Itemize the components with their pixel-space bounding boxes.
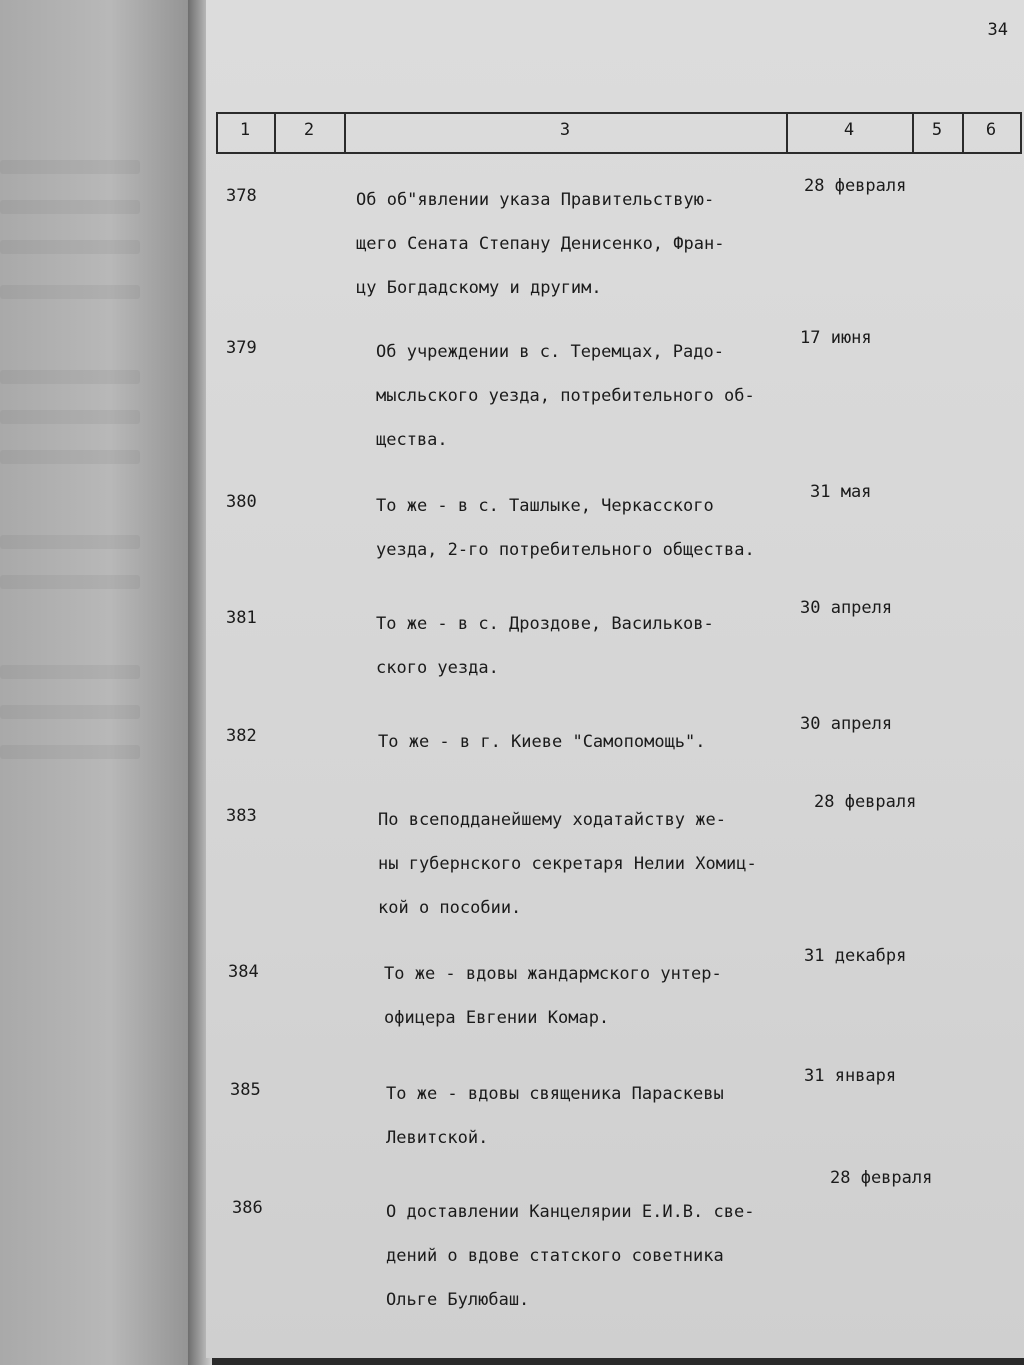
bleed-through-text [0,370,140,384]
entry-date: 31 мая [810,482,872,502]
entry-date: 28 февраля [804,176,907,196]
entry-line: мысльского уезда, потребительного об- [376,386,755,406]
entry-date: 28 февраля [814,792,917,812]
bleed-through-text [0,575,140,589]
header-col-6: 6 [985,120,997,140]
entry-description [376,330,755,462]
header-col-1: 1 [239,120,251,140]
entry-line: ны губернского секретаря Нелии Хомиц- [378,854,757,874]
entry-line: цу Богдадскому и другим. [356,278,602,298]
entry-number: 382 [226,726,257,746]
entry-number: 380 [226,492,257,512]
entry-date: 28 февраля [830,1168,933,1188]
column-divider [1020,112,1022,154]
header-col-4: 4 [843,120,855,140]
header-col-2: 2 [303,120,315,140]
entry-number: 381 [226,608,257,628]
entry-date: 31 января [804,1066,897,1086]
header-bottom-rule [216,152,1022,154]
entry-line: офицера Евгении Комар. [384,1008,610,1028]
bleed-through-text [0,200,140,214]
entry-line: То же - вдовы священика Параскевы [386,1084,724,1104]
entry-line: щего Сената Степану Денисенко, Фран- [356,234,725,254]
bleed-through-text [0,745,140,759]
header-col-5: 5 [931,120,943,140]
entry-line: ского уезда. [376,658,499,678]
bleed-through-text [0,240,140,254]
entry-description [376,484,755,572]
bleed-through-text [0,410,140,424]
entry-line: То же - в с. Ташлыке, Черкасского [376,496,714,516]
bleed-through-text [0,535,140,549]
entry-date: 17 июня [800,328,872,348]
entry-line: Левитской. [386,1128,489,1148]
entry-number: 378 [226,186,257,206]
entry-line: Об учреждении в с. Теремцах, Радо- [376,342,724,362]
entry-line: кой о пособии. [378,898,522,918]
facing-page [0,0,200,1365]
entry-description [376,602,714,690]
entry-number: 386 [232,1198,263,1218]
entry-line: Об об"явлении указа Правительствую- [356,190,715,210]
entry-line: уезда, 2-го потребительного общества. [376,540,755,560]
entry-date: 31 декабря [804,946,907,966]
document-page [206,0,1024,1358]
entry-line: То же - в с. Дроздове, Васильков- [376,614,714,634]
header-top-rule [216,112,1022,114]
entry-date: 30 апреля [800,714,893,734]
entry-line: Ольге Булюбаш. [386,1290,530,1310]
bleed-through-text [0,285,140,299]
entry-line: По всеподданейшему ходатайству же- [378,810,726,830]
entry-line: дений о вдове статского советника [386,1246,724,1266]
bleed-through-text [0,450,140,464]
header-col-3: 3 [559,120,571,140]
table-header [216,112,1022,154]
entry-description [378,798,757,930]
entry-line: То же - вдовы жандармского унтер- [384,964,722,984]
entry-description [378,720,706,764]
bleed-through-text [0,665,140,679]
entry-line: То же - в г. Киеве "Самопомощь". [378,732,706,752]
bleed-through-text [0,160,140,174]
entry-line: О доставлении Канцелярии Е.И.В. све- [386,1202,755,1222]
bleed-through-text [0,705,140,719]
page-number: 34 [987,20,1008,40]
entry-number: 383 [226,806,257,826]
entry-number: 385 [230,1080,261,1100]
entry-date: 30 апреля [800,598,893,618]
entry-description [356,178,724,310]
entry-description [386,1072,724,1160]
entry-number: 379 [226,338,257,358]
entry-description [384,952,722,1040]
entry-line: щества. [376,430,448,450]
entry-description [386,1190,754,1322]
entry-number: 384 [228,962,259,982]
